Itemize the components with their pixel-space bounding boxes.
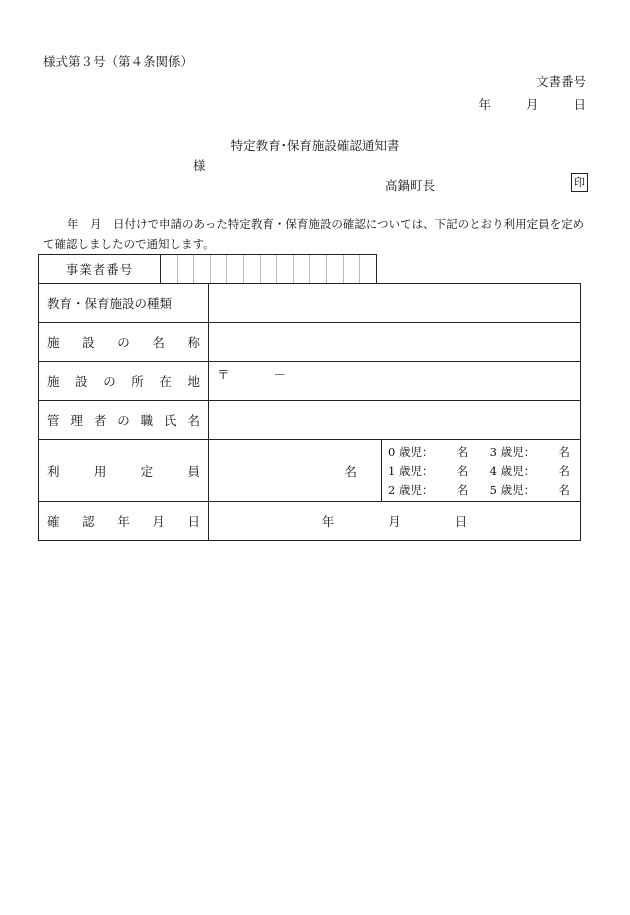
confirm-day: 日 (454, 514, 468, 529)
issue-date (479, 95, 586, 113)
row-confirm-date (39, 502, 581, 541)
label-char: 者 (93, 413, 107, 428)
business-number-cell[interactable] (344, 255, 361, 284)
document-title: 特定教育･保育施設確認通知書 (230, 138, 400, 153)
business-number-cell[interactable] (327, 255, 344, 284)
postal-dash: － (273, 367, 287, 382)
business-number-label: 事業者番号 (39, 255, 161, 284)
label-char: 員 (187, 463, 200, 479)
capacity-total-unit: 名 (344, 463, 357, 479)
age-unit: 名 (558, 444, 570, 459)
row-facility-address (39, 362, 581, 401)
issue-month: 月 (526, 97, 539, 112)
age-value[interactable] (541, 480, 559, 499)
age-label: 1 歳児： (388, 463, 434, 478)
business-number-cell[interactable] (161, 255, 178, 284)
business-number-cell[interactable] (194, 255, 211, 284)
issue-day: 日 (573, 97, 586, 112)
business-number-cell[interactable] (294, 255, 311, 284)
label-char: 氏 (164, 413, 177, 428)
row-facility-name (39, 323, 581, 362)
label-facility-name (47, 333, 200, 351)
label-char: 称 (187, 335, 200, 350)
age-unit: 名 (456, 482, 469, 497)
value-facility-type[interactable] (209, 284, 581, 323)
value-manager[interactable] (209, 401, 581, 440)
business-number-cell[interactable] (244, 255, 261, 284)
label-char: 地 (187, 374, 200, 389)
label-char: 名 (187, 413, 200, 428)
confirm-month: 月 (388, 514, 401, 529)
postal-code (209, 365, 580, 383)
body-text: 年 月 日付けで申請のあった特定教育・保育施設の確認については、下記のとおり利用定員を定めて確認しましたので通知します。 (43, 217, 585, 251)
business-number-cells[interactable] (161, 255, 376, 284)
business-number-row (38, 254, 377, 284)
label-char: 在 (159, 374, 172, 389)
capacity-total[interactable] (209, 440, 382, 501)
age-value[interactable] (439, 461, 457, 480)
business-number-cell[interactable] (227, 255, 244, 284)
label-char: 用 (93, 463, 107, 479)
label-confirm-date (47, 512, 200, 530)
doc-number-label: 文書番号 (535, 74, 586, 89)
label-manager (47, 411, 200, 429)
label-capacity (47, 462, 200, 480)
confirmation-table (38, 283, 581, 541)
age-value[interactable] (439, 480, 457, 499)
age-unit: 名 (456, 444, 469, 459)
label-char: の (103, 374, 116, 389)
age-unit: 名 (558, 482, 570, 497)
age-value[interactable] (541, 461, 559, 480)
age-label: 4 歳児： (489, 463, 536, 478)
label-char: 定 (140, 463, 154, 479)
label-facility-type: 教育・保育施設の種類 (39, 284, 209, 323)
label-char: の (117, 335, 130, 350)
age-label: 2 歳児： (388, 482, 434, 497)
age-breakdown (388, 442, 580, 499)
label-char: 理 (70, 413, 83, 428)
business-number-cell[interactable] (310, 255, 327, 284)
age-unit: 名 (456, 463, 469, 478)
issue-year: 年 (478, 97, 492, 112)
confirm-year: 年 (321, 514, 335, 529)
label-char: 月 (152, 514, 165, 529)
label-char: 施 (47, 335, 60, 350)
value-facility-name[interactable] (209, 323, 581, 362)
business-number-cell[interactable] (261, 255, 278, 284)
age-value[interactable] (541, 442, 559, 461)
label-char: 施 (47, 374, 60, 389)
business-number-cell[interactable] (178, 255, 195, 284)
label-char: 名 (152, 335, 165, 350)
label-facility-address (47, 372, 200, 390)
value-facility-address[interactable] (209, 362, 581, 401)
label-char: 設 (75, 374, 88, 389)
capacity-inner (209, 440, 580, 501)
age-value[interactable] (439, 442, 457, 461)
label-char: 利 (47, 463, 60, 479)
row-facility-type (39, 284, 581, 323)
label-char: 日 (187, 514, 200, 529)
label-char: 確 (47, 514, 60, 529)
business-number-cell[interactable] (277, 255, 294, 284)
row-capacity (39, 440, 581, 502)
row-manager (39, 401, 581, 440)
label-char: 設 (82, 335, 95, 350)
label-char: 年 (117, 514, 130, 529)
label-char: 職 (140, 413, 154, 428)
business-number-cell[interactable] (211, 255, 228, 284)
age-label: 5 歳児： (489, 482, 536, 497)
label-char: 所 (131, 374, 144, 389)
label-char: 認 (82, 514, 95, 529)
label-char: 管 (47, 413, 60, 428)
label-char: の (117, 413, 130, 428)
age-unit: 名 (558, 463, 570, 478)
value-confirm-date[interactable] (209, 502, 581, 541)
addressee-suffix: 様 (193, 158, 206, 173)
age-label: 3 歳児： (489, 444, 536, 459)
postal-mark: 〒 (217, 367, 230, 382)
business-number-cell[interactable] (360, 255, 376, 284)
seal-mark: 印 (571, 173, 588, 192)
age-label: 0 歳児： (388, 444, 434, 459)
issuer-mayor: 高鍋町長 (385, 178, 436, 193)
form-code: 様式第３号（第４条関係） (43, 54, 194, 69)
